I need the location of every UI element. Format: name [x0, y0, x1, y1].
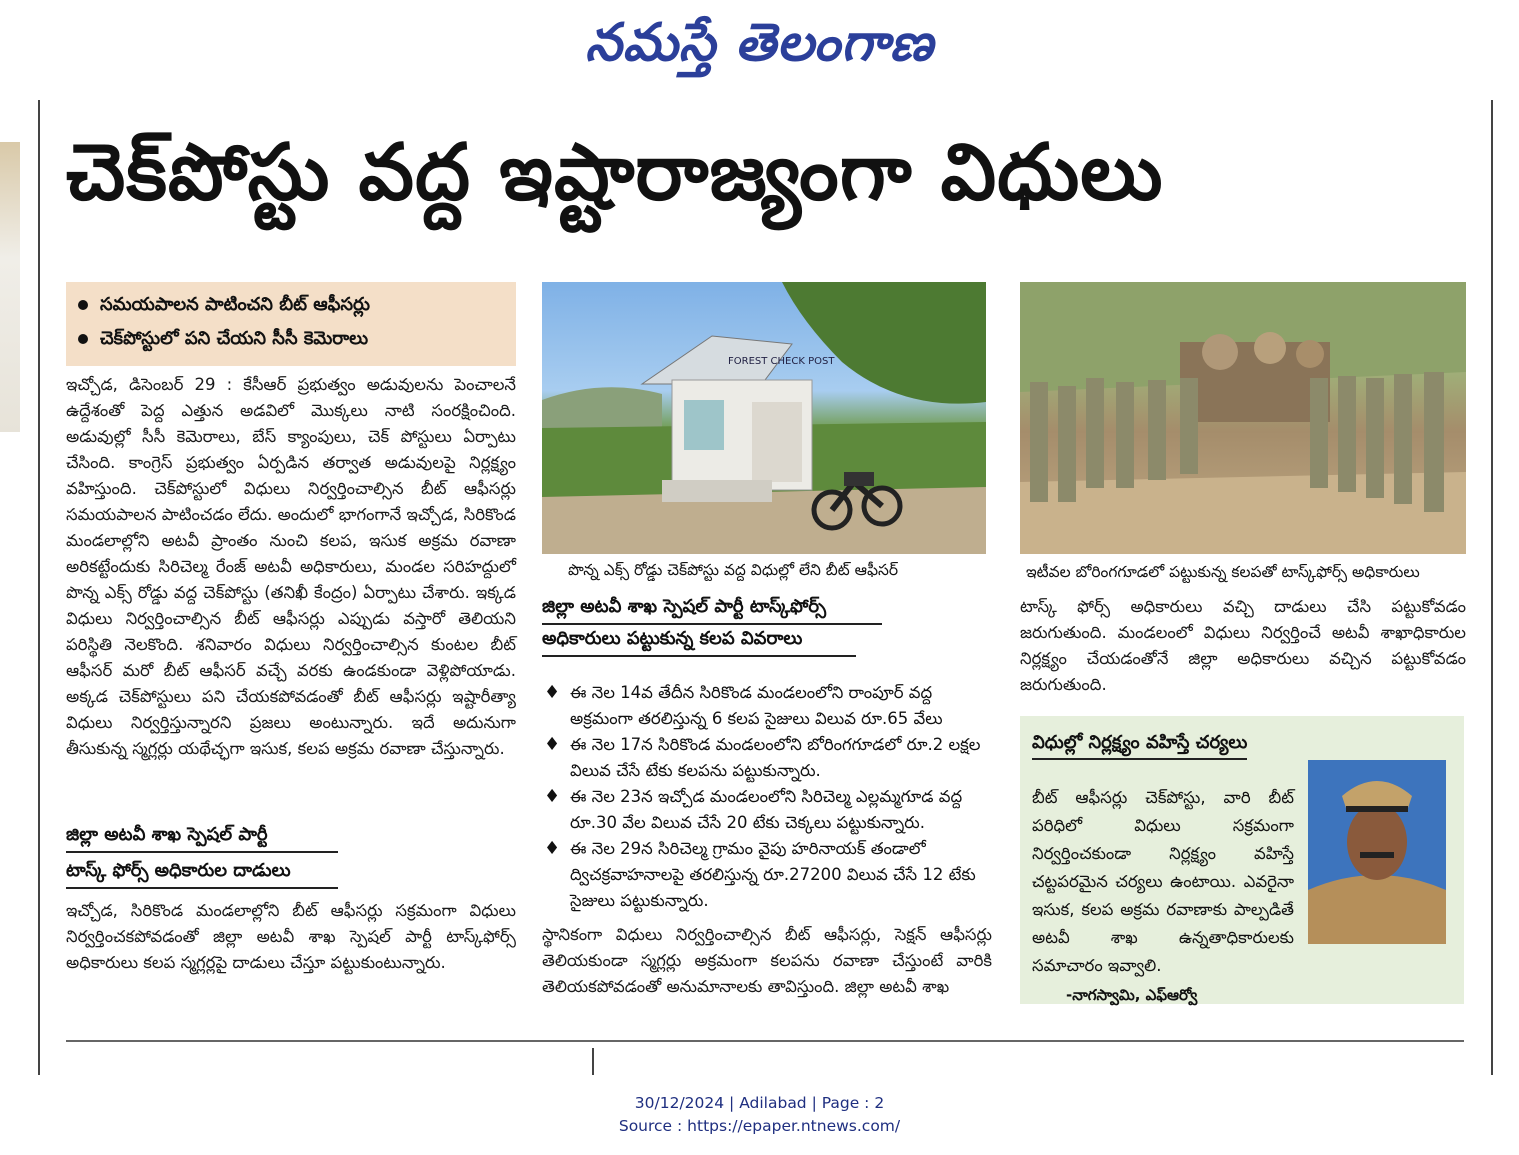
article-paragraph-2: ఇచ్చోడ, సిరికొండ మండలాల్లోని బీట్ ఆఫీసర్లు సక్రమంగా విధులు నిర్వర్తించకపోవడంతో జిల్లా అటవీ శాఖ స్పెషల్ పార్టీ టాస్క్‌ఫోర్స్ అధికారులు కలప స్మగ్లర్లపై దాడులు చేస్తూ పట్టుకుంటున్నారు. — [66, 901, 516, 972]
bullet-dot-icon — [78, 334, 88, 344]
article-headline: చెక్‌పోస్టు వద్ద ఇష్టారాజ్యంగా విధులు — [66, 128, 1164, 218]
task-force-illustration — [1020, 282, 1466, 554]
column-rule-left — [38, 100, 40, 1075]
diamond-bullet-icon: ♦ — [544, 786, 561, 807]
diamond-bullet-icon: ♦ — [544, 682, 561, 703]
list-item: ♦ ఈ నెల 29న సిరిచెల్మ గ్రామం వైపు హరినాయక్ తండాలో ద్విచక్రవాహనాలపై తరలిస్తున్న రూ.27200 విలువ చేసే 12 టేకు సైజులు పట్టుకున్నారు. — [544, 838, 976, 910]
bottom-divider — [66, 1040, 1464, 1042]
list-item: ♦ ఈ నెల 17న సిరికొండ మండలంలోని బోరింగగూడలో రూ.2 లక్షల విలువ చేసే టేకు కలపను పట్టుకున్నారు. — [544, 734, 981, 780]
quote-box-title: విధుల్లో నిర్లక్ష్యం వహిస్తే చర్యలు — [1032, 728, 1247, 760]
article-paragraph-4: టాస్క్ ఫోర్స్ అధికారులు వచ్చి దాడులు చేసి పట్టుకోవడం జరుగుతుంది. మండలంలో విధులు నిర్వర్తించే అటవీ శాఖాధికారుల నిర్లక్ష్యం చేయడంతోనే జిల్లా అధికారులు వచ్చిన పట్టుకోవడం జరుగుతుంది. — [1020, 597, 1466, 694]
column-rule-right — [1491, 100, 1493, 1075]
subheading-seized-timber-line2: అధికారులు పట్టుకున్న కలప వివరాలు — [542, 624, 856, 657]
page-footer — [0, 1092, 1519, 1138]
list-item: ♦ ఈ నెల 23న ఇచ్చోడ మండలంలోని సిరిచెల్మ ఎల్లమ్మగూడ వద్ద రూ.30 వేల విలువ చేసే 20 టేకు చెక్కలు పట్టుకున్నారు. — [544, 786, 963, 832]
summary-point: చెక్‌పోస్టులో పని చేయని సీసీ కెమెరాలు — [78, 322, 504, 356]
task-force-photo — [1020, 282, 1466, 554]
footer-source: Source : https://epaper.ntnews.com/ — [618, 1117, 901, 1135]
quote-signature: -నాగస్వామి, ఎఫ్ఆర్వో — [1066, 986, 1198, 1004]
summary-point: సమయపాలన పాటించని బీట్ ఆఫీసర్లు — [78, 288, 504, 322]
checkpost-sign: FOREST CHECK POST — [728, 356, 835, 367]
photo-caption-task-force: ఇటీవల బోరింగగూడలో పట్టుకున్న కలపతో టాస్క్‌ఫోర్స్ అధికారులు — [1026, 563, 1420, 581]
bottom-column-rule — [592, 1048, 594, 1075]
subheading-rule — [66, 887, 338, 889]
article-paragraph-1: ఇచ్చోడ, డిసెంబర్ 29 : కేసీఆర్ ప్రభుత్వం అడువులను పెంచాలనే ఉద్దేశంతో పెద్ద ఎత్తున అడవిలో మొక్కలు నాటి సంరక్షించింది. అడువుల్లో సీసీ కెమెరాలు, బేస్ క్యాంపులు, చెక్ పోస్టులు ఏర్పాటు చేసింది. కాంగ్రెస్ ప్రభుత్వం ఏర్పడిన తర్వాత అడువులపై నిర్లక్ష్యం వహిస్తుంది. చెక్‌పోస్టులో విధులు నిర్వర్తించాల్సిన బీట్ ఆఫీసర్లు సమయపాలన పాటించడం లేదు. అందులో భాగంగానే ఇచ్చోడ, సిరికొండ మండలాల్లోని అటవీ ప్రాంతం నుంచి కలప, ఇసుక అక్రమ రవాణా అరికట్టేందుకు సిరిచెల్మ రేంజ్ అటవీ అధికారులు, మండల సరిహద్దులో పొన్న ఎక్స్ రోడ్డు వద్ద చెక్‌పోస్టు (తనిఖీ కేంద్రం) ఏర్పాటు చేశారు. ఇక్కడ విధులు నిర్వర్తించాల్సిన బీట్ ఆఫీసర్లు ఎప్పుడు వస్తారో తెలియని పరిస్థితి నెలకొంది. శనివారం విధులు నిర్వర్తించాల్సిన కుంటల బీట్ ఆఫీసర్ మరో బీట్ ఆఫీసర్ వచ్చే వరకు ఉండకుండా వెళ్లిపోయాడు. అక్కడ చెక్‌పోస్టులు పని చేయకపోవడంతో బీట్ ఆఫీసర్లు ఇష్టారీత్యా విధులు నిర్వర్తిస్తున్నారని ప్రజలు అంటున్నారు. ఇదే అదునుగా తీసుకున్న స్మగ్లర్లు యథేచ్ఛగా ఇసుక, కలప అక్రమ రవాణా చేస్తున్నారు. — [66, 375, 516, 758]
adjacent-article-left-edge — [0, 100, 36, 1075]
subheading-rule — [542, 655, 856, 657]
list-item: ♦ ఈ నెల 14వ తేదీన సిరికొండ మండలంలోని రాంపూర్ వద్ద అక్రమంగా తరలిస్తున్న 6 కలప సైజులు విలువ రూ.65 వేలు — [544, 682, 943, 728]
checkpost-illustration — [542, 282, 986, 554]
seizure-list — [542, 680, 992, 914]
footer-date-edition: 30/12/2024 | Adilabad | Page : 2 — [634, 1094, 885, 1112]
photo-caption-checkpost: పొన్న ఎక్స్ రోడ్డు చెక్‌పోస్టు వద్ద విధుల్లో లేని బీట్ ఆఫీసర్ — [568, 561, 899, 579]
adjacent-article-right-edge — [1495, 100, 1519, 1075]
subheading-seized-timber: జిల్లా అటవీ శాఖ స్పెషల్ పార్టీ టాస్క్‌ఫోర్స్ — [542, 592, 882, 625]
subheading-task-force-raids: జిల్లా అటవీ శాఖ స్పెషల్ పార్టీ — [66, 820, 338, 853]
subheading-task-force-raids-line2: టాస్క్ ఫోర్స్ అధికారుల దాడులు — [66, 856, 338, 889]
diamond-bullet-icon: ♦ — [544, 838, 561, 859]
subheading-rule — [1032, 758, 1247, 760]
subheading-rule — [66, 851, 338, 853]
checkpost-photo — [542, 282, 986, 554]
officer-portrait — [1308, 760, 1446, 944]
officer-quote-box — [1020, 716, 1464, 1004]
bullet-dot-icon — [78, 300, 88, 310]
officer-illustration — [1308, 760, 1446, 944]
article-paragraph-3: స్థానికంగా విధులు నిర్వర్తించాల్సిన బీట్ ఆఫీసర్లు, సెక్షన్ ఆఫీసర్లు తెలియకుండా స్మగ్లర్లు అక్రమంగా కలపను రవాణా చేస్తుంటే వారికి తెలియకపోవడంతో అనుమానాలకు తావిస్తుంది. జిల్లా అటవీ శాఖ — [542, 925, 992, 996]
diamond-bullet-icon: ♦ — [544, 734, 561, 755]
quote-body: బీట్ ఆఫీసర్లు చెక్‌పోస్టు, వారి బీట్ పరిధిలో విధులు సక్రమంగా నిర్వర్తించకుండా నిర్లక్ష్యం వహిస్తే చట్టపరమైన చర్యలు ఉంటాయి. ఎవరైనా ఇసుక, కలప అక్రమ రవాణాకు పాల్పడితే అటవీ శాఖ ఉన్నతాధికారులకు సమాచారం ఇవ్వాలి. — [1032, 788, 1294, 975]
masthead-logo: నమస్తే తెలంగాణ — [585, 12, 934, 73]
adjacent-photo-fragment — [0, 142, 20, 432]
summary-highlights — [66, 282, 516, 366]
